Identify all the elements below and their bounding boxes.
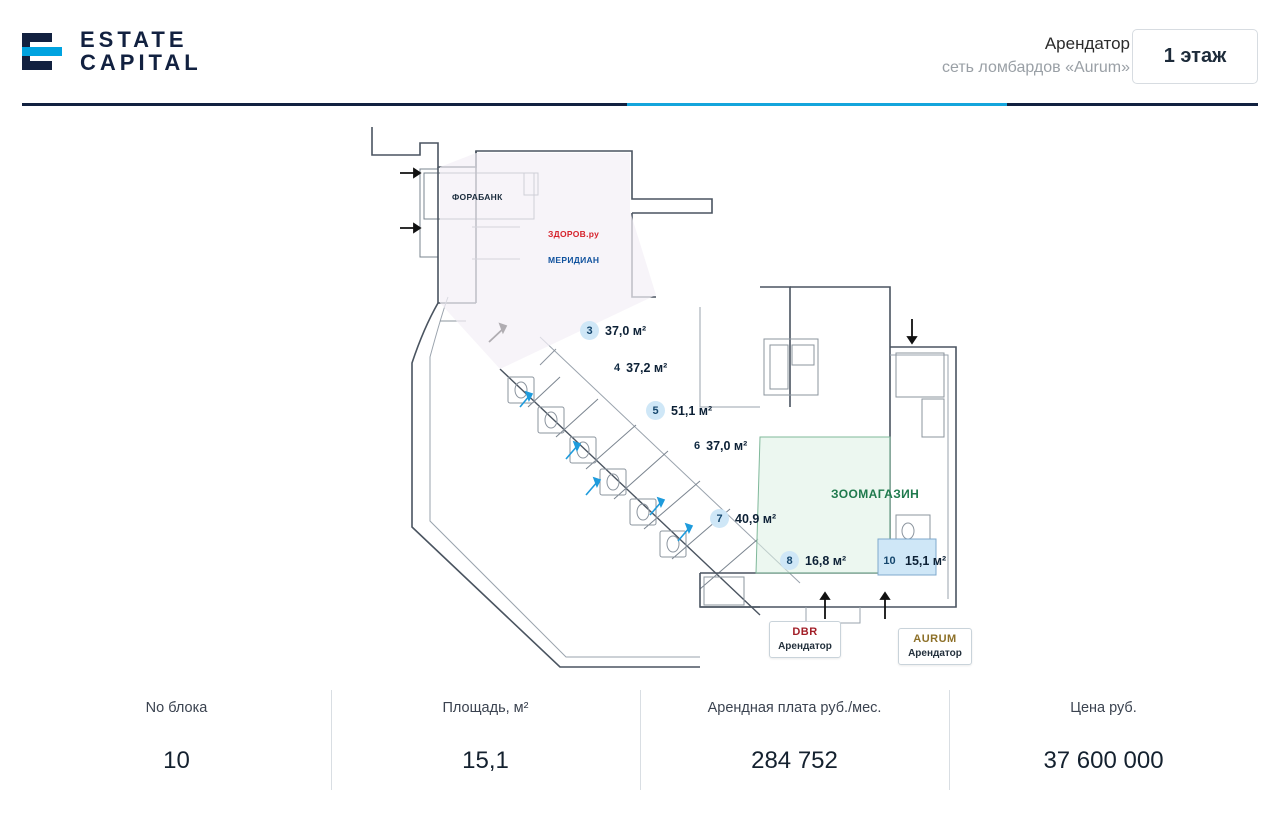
floor-selector-badge[interactable]: 1 этаж xyxy=(1132,29,1258,84)
inplan-brand-meridian: МЕРИДИАН xyxy=(548,255,600,265)
unit-area: 51,1 м² xyxy=(671,403,713,418)
brand-logo-line2: CAPITAL xyxy=(80,50,202,76)
summary-col-price xyxy=(949,684,1258,804)
unit-number: 5 xyxy=(646,401,665,420)
column-header: Арендная плата руб./мес. xyxy=(707,700,882,716)
unit-marker-7[interactable] xyxy=(710,509,776,528)
unit-marker-6[interactable] xyxy=(694,439,747,453)
column-value: 10 xyxy=(163,747,190,774)
unit-marker-3[interactable] xyxy=(580,321,646,340)
summary-table-row xyxy=(22,684,1258,804)
brand-chip-name: AURUM xyxy=(913,633,957,645)
column-value: 15,1 xyxy=(462,747,509,774)
tenant-info xyxy=(942,32,1130,80)
unit-marker-4[interactable] xyxy=(614,361,667,375)
summary-col-block-number xyxy=(22,684,331,804)
tenant-title: Арендатор xyxy=(1044,34,1130,53)
brand-chip-dbr[interactable] xyxy=(769,621,841,658)
unit-number: 7 xyxy=(710,509,729,528)
inplan-brand-zdorovru: ЗДОРОВ.ру xyxy=(548,229,600,239)
column-header: Цена руб. xyxy=(1070,700,1137,716)
tenant-subtitle: сеть ломбардов «Aurum» xyxy=(941,58,1130,76)
brand-chip-role: Арендатор xyxy=(778,641,832,652)
unit-number: 6 xyxy=(694,440,701,452)
column-header: Площадь, м² xyxy=(442,700,529,716)
inplan-brand-forabank: ФОРАБАНК xyxy=(452,192,503,202)
column-value: 37 600 000 xyxy=(1043,747,1164,774)
unit-area: 37,0 м² xyxy=(706,439,748,453)
unit-area: 37,0 м² xyxy=(605,323,647,338)
unit-area: 15,1 м² xyxy=(905,553,947,568)
floor-plan-drawing xyxy=(0,107,1280,680)
unit-number: 10 xyxy=(880,551,899,570)
column-header: No блока xyxy=(145,700,208,716)
summary-table xyxy=(0,684,1280,825)
unit-number: 4 xyxy=(614,362,621,374)
column-value: 284 752 xyxy=(751,747,838,774)
header-divider-accent xyxy=(627,103,1007,106)
unit-marker-10[interactable] xyxy=(880,551,946,570)
summary-col-area xyxy=(331,684,640,804)
brand-logo-line1: ESTATE xyxy=(80,27,188,52)
brand-logo[interactable] xyxy=(22,28,202,75)
unit-number: 8 xyxy=(780,551,799,570)
brand-chip-name: DBR xyxy=(792,626,818,638)
unit-area: 16,8 м² xyxy=(805,553,847,568)
floor-plan-canvas[interactable] xyxy=(0,107,1280,680)
page-header xyxy=(0,0,1280,104)
summary-col-rent xyxy=(640,684,949,804)
unit-number: 3 xyxy=(580,321,599,340)
unit-area: 40,9 м² xyxy=(735,511,777,526)
estate-capital-logo-icon xyxy=(22,28,68,74)
brand-chip-role: Арендатор xyxy=(908,648,962,659)
unit-marker-5[interactable] xyxy=(646,401,712,420)
unit-marker-8[interactable] xyxy=(780,551,846,570)
brand-chip-aurum[interactable] xyxy=(898,628,972,665)
brand-logo-text xyxy=(80,28,202,75)
zoo-shop-label: ЗООМАГАЗИН xyxy=(831,487,920,501)
unit-area: 37,2 м² xyxy=(626,361,668,375)
